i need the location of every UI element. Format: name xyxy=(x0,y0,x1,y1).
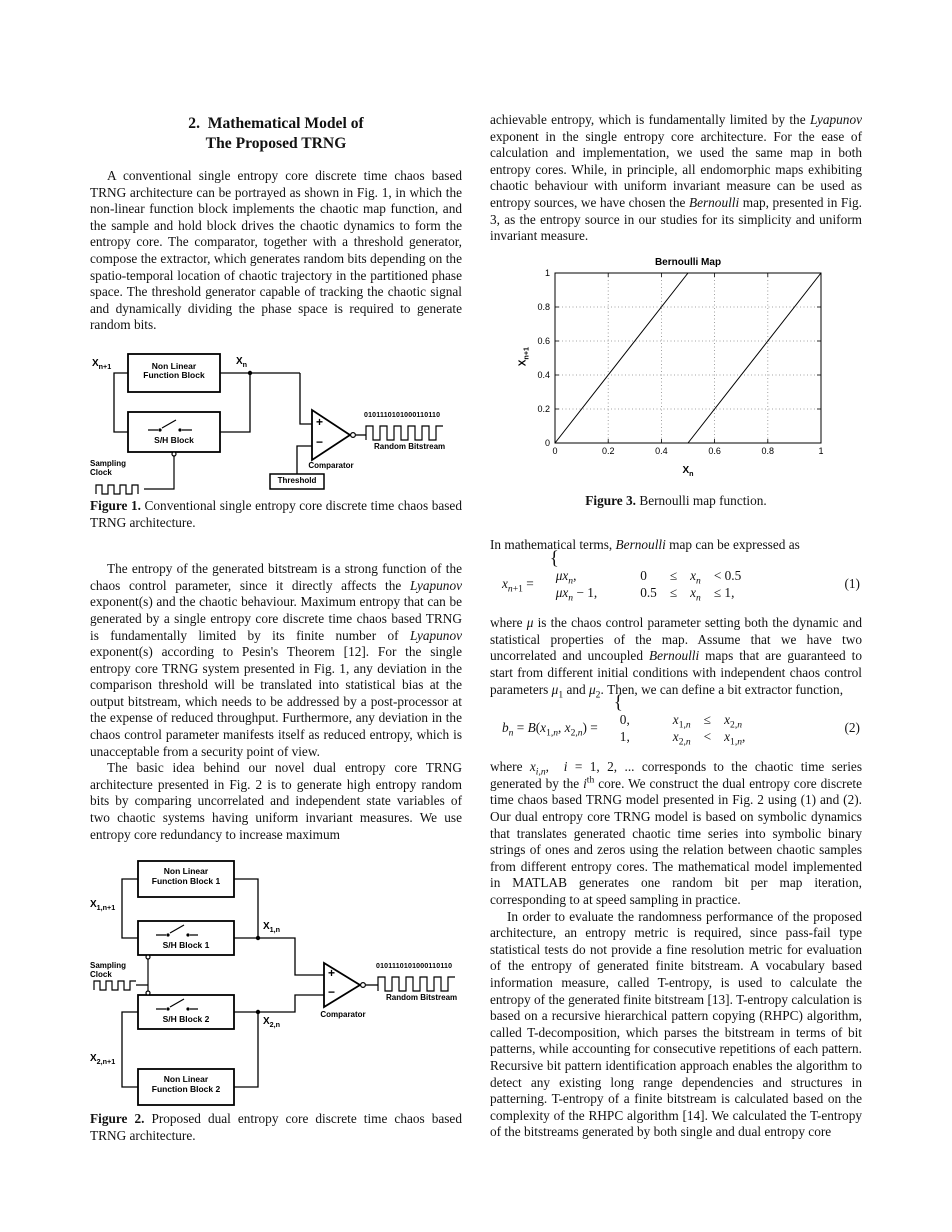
clock-waveform xyxy=(96,485,138,494)
clock-node xyxy=(146,991,150,995)
switch-contact xyxy=(186,1008,189,1011)
figure-2 xyxy=(90,859,462,1111)
core1-right-wire xyxy=(234,879,258,938)
switch-contact xyxy=(186,934,189,937)
x1-n-plus-1-label: $X_{1,n+1}$ xyxy=(90,899,116,913)
left-column xyxy=(90,112,462,1144)
figure3-caption xyxy=(490,493,862,510)
output-node xyxy=(351,433,356,438)
eq1-row1-c2: ≤ xyxy=(669,567,678,583)
eq1-number: (1) xyxy=(844,576,860,592)
figure3-caption-tag: Figure 3. xyxy=(585,492,636,508)
eq2-row1-c3: $x_{2,n}$ xyxy=(724,712,742,731)
core2-tap-wire xyxy=(258,995,324,1012)
sh1-block-label: S/H Block 1 xyxy=(162,940,210,951)
y-tick-label: 0.8 xyxy=(537,301,550,312)
paragraph-mu: where μ is the chaos control parameter setting both the dynamic and statistical properties of the map. Assume that we have two uncorrelated and uncoupled Bernoulli maps that are guaranteed to start from different initial conditions with independent chaos control parameters $\mu_1$ and $\mu_2$. Then, we can define a bit extractor function, xyxy=(490,615,862,701)
eq2-row2-c3: $x_{1,n}$, xyxy=(724,728,746,748)
random-bitstream-label: Random Bitstream xyxy=(386,993,458,1003)
bitstream-bits: 0101110101000110110 xyxy=(376,963,453,971)
comparator-label: Comparator xyxy=(308,460,354,470)
eq2-lhs: $b_n = B(x_{1,n}$, $x_{2,n}$) = xyxy=(502,720,598,740)
x-tick-label: 1 xyxy=(818,445,824,456)
x-axis-label: $X_n$ xyxy=(682,464,694,478)
x-tick-label: 0.2 xyxy=(601,445,615,456)
y-tick-label: 0.6 xyxy=(537,335,550,346)
figure1-caption-tag: Figure 1. xyxy=(90,497,141,513)
nlf2-block-label: Non Linear Function Block 2 xyxy=(151,1074,221,1094)
y-tick-label: 0 xyxy=(544,437,550,448)
figure-1 xyxy=(90,348,462,498)
eq1-row2-c1: 0.5 xyxy=(640,584,657,600)
switch-contact xyxy=(158,428,161,431)
figure2-caption xyxy=(90,1111,462,1144)
x-tick-label: 0.8 xyxy=(761,445,775,456)
left-brace: { xyxy=(613,692,623,714)
eq1-row1-c1: 0 xyxy=(640,567,647,583)
eq1-row2-expr: $\mu x_n - 1$, xyxy=(555,584,598,604)
eq1-row2-c2: ≤ xyxy=(669,584,678,600)
equation-2 xyxy=(490,692,862,748)
section-heading-line2: The Proposed TRNG xyxy=(205,134,347,152)
bitstream-waveform xyxy=(378,977,455,991)
eq2-row2-c2: < xyxy=(703,728,712,744)
paragraph-intro: A conventional single entropy core discrete time chaos based TRNG architecture can be portrayed as shown in Fig. 1, in which the non-linear function block implements the chaotic map function, and the sample and hold block drives the chaotic dynamics to form the entropy core. The comparator, together with a threshold generator, compose the extractor, which generates random bits depending on the spatio-temporal location of chaotic trajectory in the partitioned phase space. The threshold generator capable of tracking the chaotic signal and dynamically dividing the phase space is required to generate random bits. xyxy=(90,168,462,333)
figure2-caption-text: Proposed dual entropy core discrete time chaos based TRNG architecture. xyxy=(90,1111,462,1143)
paragraph-entropy: The entropy of the generated bitstream is a strong function of the chaos control parameter, since it directly affects the Lyapunov exponent(s) and the chaotic behaviour. Maximum entropy that can be generated by a single entropy core discrete time chaos based TRNG is fundamentally limited by its finite number of Lyapunov exponent(s) according to Pesin's Theorem [12]. For the single entropy core TRNG system presented in Fig. 1, any deviation in the comparison threshold will be translated into statistical bias at the output bitstream, which needs to be addressed by a post-processor at the expense of reduced throughput. Furthermore, any deviation in the chaos control parameter manifests itself as reduced entropy, which is unacceptable from a security point of view. xyxy=(90,561,462,759)
paragraph-dual-idea: The basic idea behind our novel dual entropy core TRNG architecture presented in Fig. 2 is to generate high entropy random bits by comparing uncorrelated and independent state variables of two chaotic systems having uniform invariant measures. We use entropy core redundancy to increase maximum xyxy=(90,760,462,842)
sh-block-label: S/H Block xyxy=(154,434,194,445)
feedback-wire-left xyxy=(114,373,128,432)
bernoulli-map-chart xyxy=(511,257,841,493)
junction-dot xyxy=(248,371,252,375)
eq1-row2-c3: $x_n$ xyxy=(690,584,701,604)
figure3-caption-text: Bernoulli map function. xyxy=(636,492,767,508)
section-heading xyxy=(114,114,438,153)
eq1-cases xyxy=(549,547,742,604)
eq1-row1-c4: < 0.5 xyxy=(713,567,742,583)
x1-n-label: $X_{1,n}$ xyxy=(263,921,281,935)
output-node xyxy=(361,983,366,988)
minus-sign: − xyxy=(328,985,336,1000)
bitstream-bits: 0101110101000110110 xyxy=(364,411,441,419)
plus-sign: + xyxy=(316,414,324,429)
sh2-block-label: S/H Block 2 xyxy=(162,1014,210,1025)
eq2-row1-c2: ≤ xyxy=(703,712,711,728)
sampling-clock-label: Sampling Clock xyxy=(90,458,127,477)
paragraph-xin: where $x_{i,n}$, i = 1, 2, ... corresponds to the chaotic time series generated by the $i^{th}$ core. We construct the dual entropy core discrete time chaos based TRNG model presented in Fig. 2 using (1) and (2). Our dual entropy core TRNG model is based on symbolic dynamics that translates generated chaotic time series into symbolic binary strings of ones and zeros using the relation between chaotic samples from different entropy cores. The mathematical model implemented in MATLAB generates one random bit per map iteration, corresponding to at speed sampling in practice. xyxy=(490,759,862,908)
clock-wire xyxy=(136,957,148,993)
x-n-plus-1-label: $X_{n+1}$ xyxy=(92,357,112,371)
paragraph-eq-intro: In mathematical terms, Bernoulli map can be expressed as xyxy=(490,537,800,553)
chart-title: Bernoulli Map xyxy=(654,256,722,268)
random-bitstream-label: Random Bitstream xyxy=(374,441,446,451)
switch-contact xyxy=(166,1008,169,1011)
eq1-lhs: $x_{n+1}$ = xyxy=(502,576,534,595)
core1-tap-wire xyxy=(258,938,324,975)
loop-wire-right xyxy=(220,373,250,432)
y-tick-label: 0.4 xyxy=(537,369,550,380)
eq2-row1-expr: 0, xyxy=(619,712,630,728)
clock-node xyxy=(146,955,150,959)
y-axis-label: $X_{n+1}$ xyxy=(517,346,531,366)
switch-contact xyxy=(178,428,181,431)
eq2-row1-c1: $x_{1,n}$ xyxy=(672,712,691,731)
clock-wire xyxy=(144,455,174,489)
section-heading-line1: 2. Mathematical Model of xyxy=(188,115,364,132)
x2-n-plus-1-label: $X_{2,n+1}$ xyxy=(90,1053,116,1067)
x-tick-label: 0.4 xyxy=(655,445,668,456)
right-column xyxy=(490,112,862,1144)
y-tick-label: 0.2 xyxy=(537,403,550,414)
threshold-label: Threshold xyxy=(277,475,317,485)
core2-left-wire xyxy=(122,1012,138,1087)
figure2-diagram xyxy=(90,859,462,1111)
plot-box xyxy=(555,273,821,443)
figure2-caption-tag: Figure 2. xyxy=(90,1111,145,1127)
eq2-row2-expr: 1, xyxy=(619,728,630,744)
clock-node xyxy=(172,452,176,456)
eq1-row1-c3: $x_n$ xyxy=(690,567,701,587)
paragraph-tentropy: In order to evaluate the randomness performance of the proposed architecture, an entropy metric is required, since pass-fail type statistical tests do not provide a fine resolution metric for evaluation of the entropy of generated finite bitstream. A vocabulary based information measure, called T-entropy, is used to calculate the entropy of the generated finite bitstream [13]. T-entropy calculation is based on a recursive hierarchical pattern copying (RHPC) algorithm, called T-decomposition, which parses the bitstream in terms of bit patterns, while accounting for consecutive repetitions of each pattern. Recursive bit pattern identification approach enables the algorithm to detect any existing long range dependencies and structures in patterning. T-entropy of a finite bitstream is calculated based on the complexity of the RHPC algorithm [14]. We calculated the T-entropy of the bitstreams generated by both single and dual entropy core xyxy=(490,908,862,1140)
minus-sign: − xyxy=(316,434,324,449)
bitstream-waveform xyxy=(366,426,443,440)
x-n-label: $X_n$ xyxy=(236,355,248,369)
left-brace: { xyxy=(549,547,559,569)
core1-left-wire xyxy=(122,879,138,938)
nlf-block-label: Non Linear Function Block xyxy=(143,360,205,381)
y-tick-label: 1 xyxy=(544,267,550,278)
sh-box xyxy=(128,412,220,452)
paragraph-achievable: achievable entropy, which is fundamentally limited by the Lyapunov exponent in the single entropy core architecture. For the ease of calculation and implementation, we used the same map in both entropy cores. While, in principle, all endomorphic maps exhibiting chaotic behaviour with uniform invariant measure can be used as entropy sources, we have chosen the Bernoulli map, presented in Fig. 3, as the entropy source in our studies for its simplicity and uniform invariant measure. xyxy=(490,112,862,244)
sampling-clock-label: Sampling Clock xyxy=(90,961,127,980)
eq2-number: (2) xyxy=(844,720,860,736)
figure1-caption-text: Conventional single entropy core discrete time chaos based TRNG architecture. xyxy=(90,497,462,530)
figure-3 xyxy=(511,257,841,493)
eq2-row2-c1: $x_{2,n}$ xyxy=(672,728,691,748)
eq2-cases xyxy=(613,692,746,748)
x-tick-label: 0 xyxy=(552,445,558,456)
comparator-label: Comparator xyxy=(320,1010,366,1020)
switch-contact xyxy=(166,934,169,937)
eq1-row2-c4: ≤ 1, xyxy=(713,584,735,600)
equation-1 xyxy=(490,547,862,604)
comparator-plus-wire xyxy=(300,373,312,424)
clock-waveform xyxy=(94,981,136,990)
core2-right-wire xyxy=(234,1012,258,1087)
plus-sign: + xyxy=(328,966,336,981)
figure1-caption xyxy=(90,498,462,531)
nlf1-block-label: Non Linear Function Block 1 xyxy=(151,866,221,886)
eq1-row1-expr: $\mu x_n$, xyxy=(555,567,577,587)
x2-n-label: $X_{2,n}$ xyxy=(263,1016,281,1030)
two-column-layout xyxy=(90,112,862,1144)
x-tick-label: 0.6 xyxy=(708,445,721,456)
